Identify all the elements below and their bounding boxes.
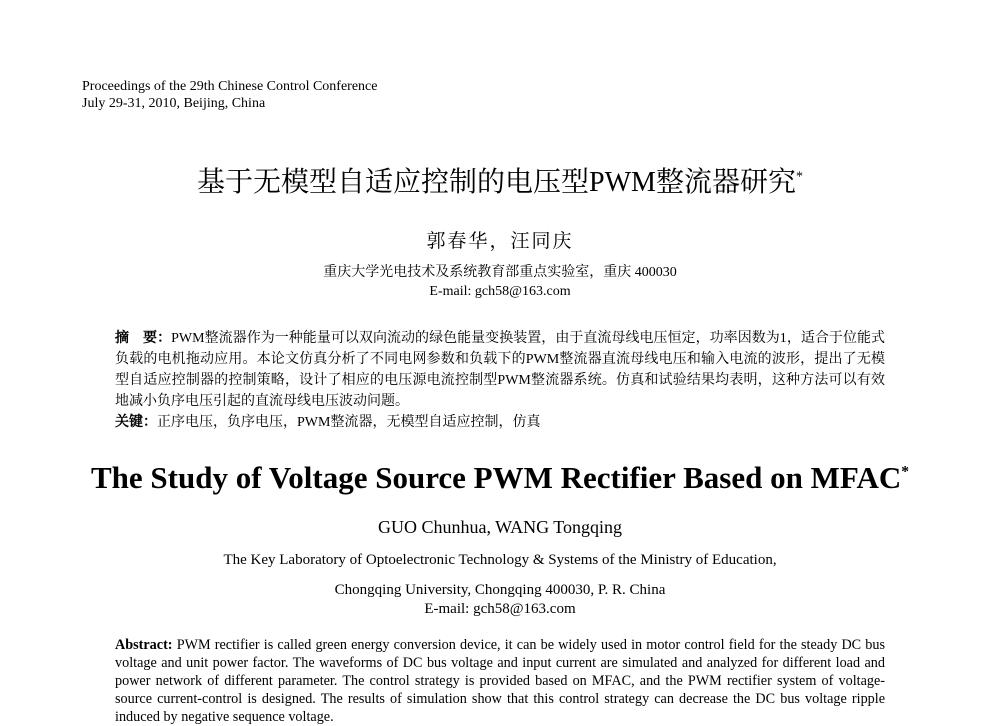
chinese-abstract	[115, 328, 885, 412]
proceedings-header	[82, 78, 377, 112]
english-title-footnote-mark: *	[901, 463, 909, 481]
proceedings-date: July 29-31, 2010, Beijing, China	[82, 96, 266, 111]
english-abstract	[115, 636, 885, 726]
chinese-abstract-text: PWM整流器作为一种能量可以双向流动的绿色能量变换装置，由于直流母线电压恒定，功率因数为1，适合于位能式负载的电机拖动应用。本论文仿真分析了不同电网参数和负载下的PWM整流器直流母线电压和输入电流的波形，提出了无模型自适应控制器的控制策略，设计了相应的电压源电流控制型PWM整流器系统。仿真和试验结果均表明，这种方法可以有效地减小负序电压引起的直流母线电压波动问题。	[115, 331, 886, 409]
english-email: E-mail: gch58@163.com	[424, 601, 576, 617]
chinese-keywords-label: 关键：	[115, 415, 157, 430]
chinese-keywords-text: 正序电压，负序电压，PWM整流器，无模型自适应控制，仿真	[157, 415, 541, 430]
english-affiliation-line2: Chongqing University, Chongqing 400030, P. R. China	[334, 582, 666, 598]
english-title	[0, 456, 1000, 500]
english-abstract-label: Abstract:	[115, 637, 173, 653]
chinese-title	[0, 165, 1000, 201]
chinese-affiliation: 重庆大学光电技术及系统教育部重点实验室，重庆 400030	[323, 265, 677, 280]
chinese-title-footnote-mark: *	[795, 169, 803, 185]
chinese-authors: 郭春华，汪同庆	[426, 231, 574, 252]
chinese-email: E-mail: gch58@163.com	[429, 284, 571, 299]
english-affiliation-line1: The Key Laboratory of Optoelectronic Technology & Systems of the Ministry of Education,	[223, 552, 777, 568]
chinese-abstract-label: 摘 要：	[115, 331, 172, 346]
english-authors: GUO Chunhua, WANG Tongqing	[377, 517, 623, 537]
chinese-keywords	[115, 412, 885, 433]
english-abstract-text: PWM rectifier is called green energy conversion device, it can be widely used in motor control field for the steady DC bus voltage and unit power factor. The waveforms of DC bus voltage and input current are simulated and analyzed for different load and power network of different parameter. The control strategy is provided based on MFAC, and the PWM rectifier system of voltage-source current-control is designed. The results of simulation show that this control strategy can decrease the DC bus voltage ripple induced by negative sequence voltage.	[115, 637, 886, 725]
proceedings-title: Proceedings of the 29th Chinese Control Conference	[82, 79, 378, 94]
chinese-title-text: 基于无模型自适应控制的电压型PWM整流器研究	[197, 167, 796, 198]
english-title-text: The Study of Voltage Source PWM Rectifier Based on MFAC	[90, 460, 902, 495]
